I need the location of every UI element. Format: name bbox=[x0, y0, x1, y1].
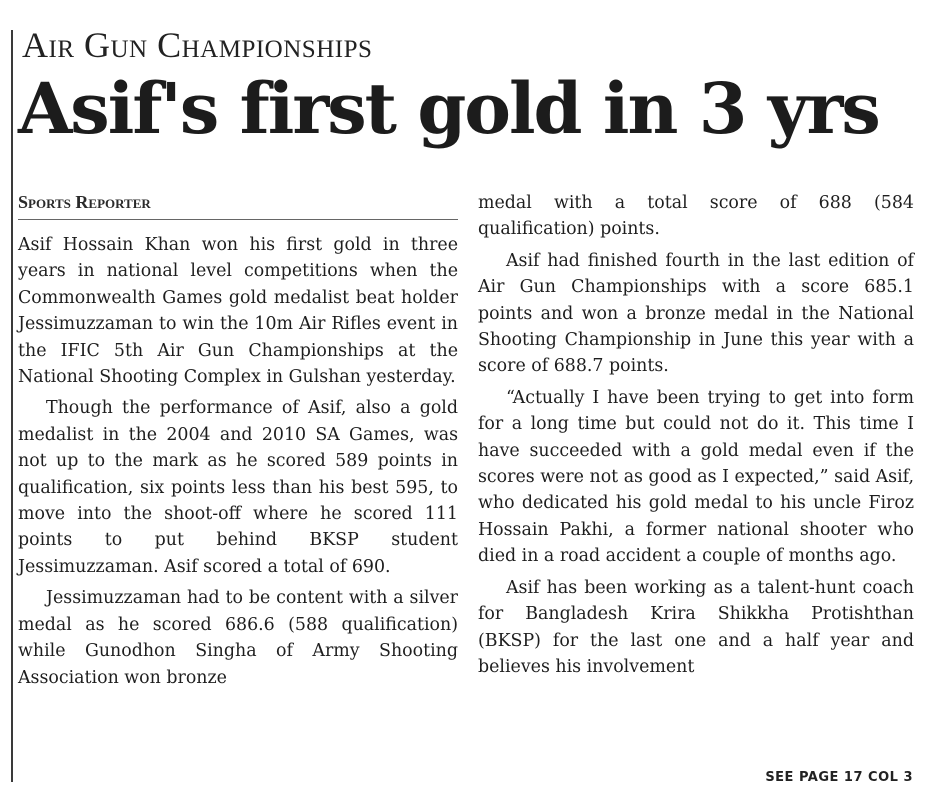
byline: Sports Reporter bbox=[18, 192, 458, 220]
continuation-note: SEE PAGE 17 COL 3 bbox=[765, 770, 913, 785]
column-rule bbox=[11, 30, 13, 782]
paragraph: medal with a total score of 688 (584 qualification) points. bbox=[478, 193, 914, 240]
byline-block bbox=[18, 192, 458, 220]
paragraph: Though the performance of Asif, also a gold medalist in the 2004 and 2010 SA Games, was not up to the mark as he scored 589 points in qualification, six points less than his best 595, to move into the shoot-off where he scored 111 points to put behind BKSP student Jessimuzzaman. Asif scored a total of 690. bbox=[18, 398, 458, 577]
paragraph: Asif had finished fourth in the last edition of Air Gun Championships with a score 685.1 points and won a bronze medal in the National Shooting Championship in June this year with a score of 688.7 points. bbox=[478, 250, 914, 377]
right-column bbox=[478, 190, 914, 685]
article-headline: Asif's first gold in 3 yrs bbox=[18, 67, 879, 150]
paragraph: Asif Hossain Khan won his first gold in three years in national level competitions when the Commonwealth Games gold medalist beat holder Jessimuzzaman to win the 10m Air Rifles event in the IFIC 5th Air Gun Championships at the National Shooting Complex in Gulshan yesterday. bbox=[18, 235, 458, 388]
article-kicker: Air Gun Championships bbox=[22, 25, 373, 65]
paragraph: “Actually I have been trying to get into form for a long time but could not do it. This time I have succeeded with a gold medal even if the scores were not as good as I expected,” said Asif, who dedicated his gold medal to his uncle Firoz Hossain Pakhi, a former national shooter who died in a road accident a couple of months ago. bbox=[478, 387, 914, 567]
paragraph: Asif has been working as a talent-hunt coach for Bangladesh Krira Shikkha Protishthan (BKSP) for the last one and a half year and believes his involvement bbox=[478, 577, 914, 677]
left-column bbox=[18, 232, 458, 696]
paragraph: Jessimuzzaman had to be content with a silver medal as he scored 686.6 (588 qualification) while Gunodhon Singha of Army Shooting Association won bronze bbox=[18, 588, 458, 688]
